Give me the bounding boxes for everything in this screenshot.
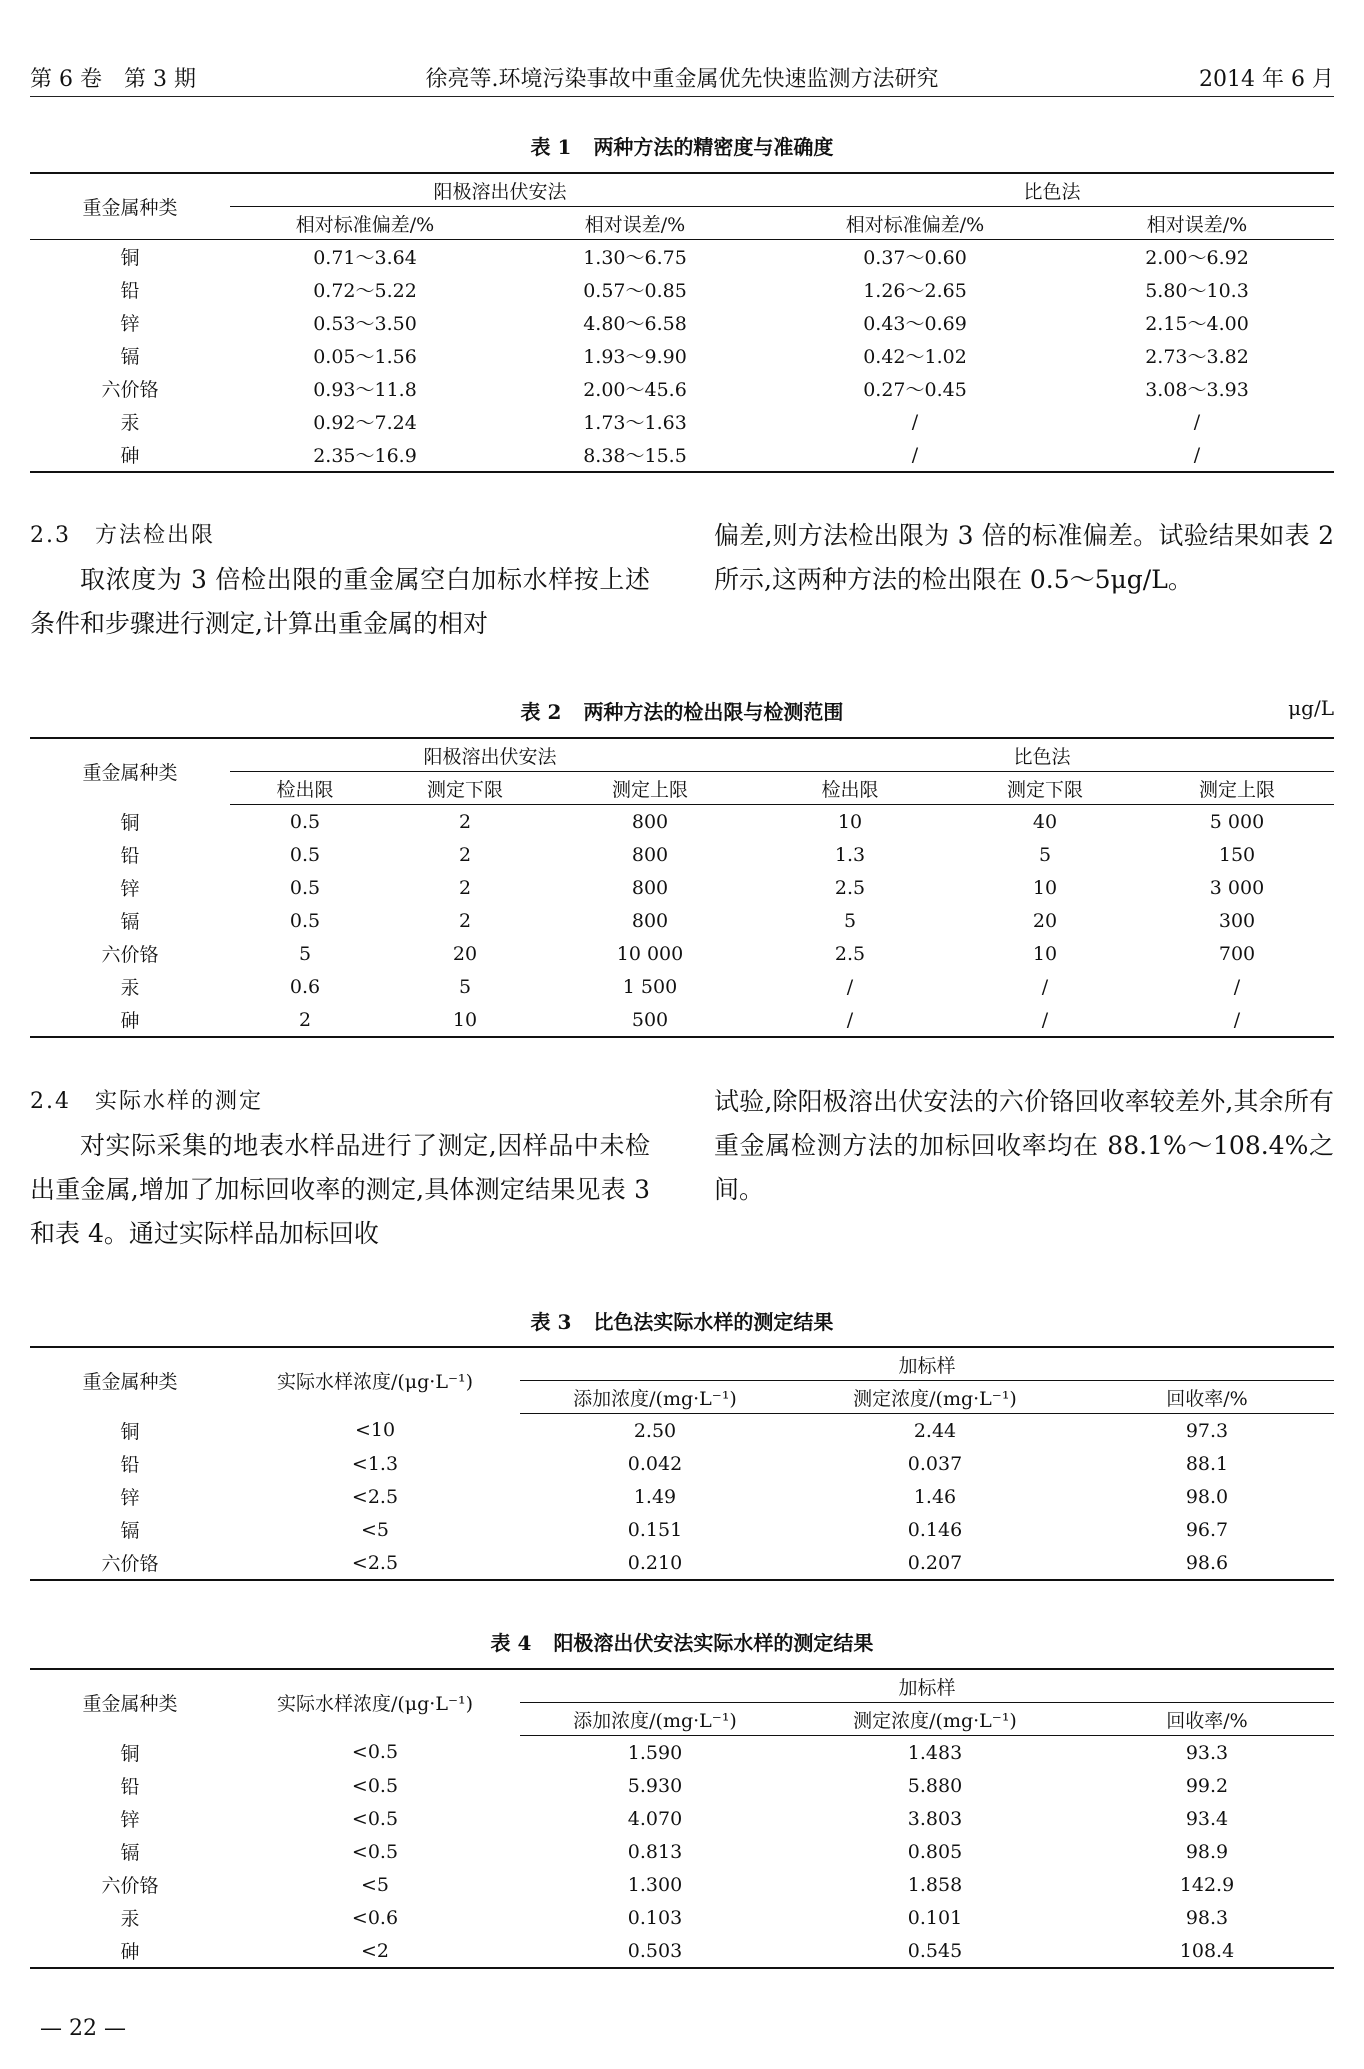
- table2-row: [30, 871, 1334, 904]
- section-2-3-paragraph-left: 取浓度为 3 倍检出限的重金属空白加标水样按上述条件和步骤进行测定,计算出重金属的相对: [30, 565, 650, 638]
- value-cell: <0.5: [351, 1840, 399, 1863]
- section-2-3-left: [30, 514, 650, 646]
- value-cell: 800: [631, 909, 669, 932]
- value-cell: 10: [1032, 942, 1058, 965]
- metal-name-cell: 砷: [120, 1010, 140, 1032]
- value-cell: 0.5: [289, 876, 321, 899]
- volume-issue: 第 6 卷 第 3 期: [30, 67, 196, 92]
- table1-header-group-asv: 阳极溶出伏安法: [230, 173, 770, 207]
- value-cell: <2: [360, 1939, 389, 1962]
- value-cell: 2.5: [834, 942, 866, 965]
- section-2-4-right: [714, 1080, 1334, 1212]
- table3-number: 表 3: [530, 1310, 572, 1334]
- metal-name-cell: 镉: [120, 1520, 140, 1542]
- value-cell: 1.300: [627, 1873, 683, 1896]
- value-cell: <2.5: [351, 1485, 399, 1508]
- value-cell: /: [911, 410, 919, 433]
- value-cell: 0.805: [907, 1840, 963, 1863]
- value-cell: 2.00～6.92: [1145, 247, 1249, 269]
- value-cell: <5: [360, 1873, 389, 1896]
- metal-name-cell: 铅: [120, 1454, 140, 1476]
- page-number: — 22 —: [40, 2016, 126, 2041]
- table1-row: [30, 339, 1334, 372]
- table4-row: [30, 1802, 1334, 1835]
- value-cell: 0.43～0.69: [863, 313, 967, 335]
- table2-subheader: 测定下限: [380, 772, 550, 805]
- value-cell: 1.93～9.90: [583, 346, 687, 368]
- value-cell: 3.803: [907, 1807, 963, 1830]
- table2-header-metal: 重金属种类: [82, 762, 178, 785]
- value-cell: 2: [458, 843, 472, 866]
- table2-row: [30, 904, 1334, 937]
- value-cell: 0.813: [627, 1840, 683, 1863]
- table2-row: [30, 838, 1334, 871]
- metal-name-cell: 砷: [120, 1941, 140, 1963]
- value-cell: 500: [631, 1008, 669, 1031]
- value-cell: 3 000: [1209, 876, 1265, 899]
- table3-header-metal: 重金属种类: [82, 1371, 178, 1394]
- table2-subheader: 测定上限: [1140, 772, 1334, 805]
- value-cell: 88.1: [1185, 1452, 1229, 1475]
- table2-unit: μg/L: [1288, 696, 1334, 720]
- table3-row: [30, 1414, 1334, 1448]
- value-cell: 5: [298, 942, 312, 965]
- value-cell: 96.7: [1185, 1518, 1229, 1541]
- value-cell: 0.101: [907, 1906, 963, 1929]
- publication-date: 2014 年 6 月: [1199, 67, 1334, 92]
- table4-row: [30, 1934, 1334, 1968]
- table1-row: [30, 405, 1334, 438]
- value-cell: 1.30～6.75: [583, 247, 687, 269]
- value-cell: /: [1041, 975, 1049, 998]
- section-2-4-heading: [30, 1080, 650, 1124]
- value-cell: 98.0: [1185, 1485, 1229, 1508]
- table1-header-group-colorimetric: 比色法: [770, 173, 1334, 207]
- table4-row: [30, 1901, 1334, 1934]
- metal-name-cell: 铅: [120, 280, 140, 302]
- value-cell: 2: [458, 876, 472, 899]
- metal-name-cell: 汞: [120, 412, 140, 434]
- metal-name-cell: 锌: [120, 1809, 140, 1831]
- metal-name-cell: 铜: [120, 811, 140, 834]
- table2-subheader: 检出限: [750, 772, 950, 805]
- value-cell: 98.3: [1185, 1906, 1229, 1929]
- value-cell: 800: [631, 843, 669, 866]
- value-cell: 1.590: [627, 1741, 683, 1764]
- table4-subheader: 测定浓度/(mg·L⁻¹): [790, 1703, 1080, 1736]
- value-cell: /: [846, 1008, 854, 1031]
- value-cell: <1.3: [351, 1452, 399, 1475]
- value-cell: <10: [354, 1419, 396, 1442]
- table2-subheader: 检出限: [230, 772, 380, 805]
- value-cell: 0.037: [907, 1452, 963, 1475]
- article-running-title: 徐亮等.环境污染事故中重金属优先快速监测方法研究: [425, 67, 939, 92]
- value-cell: 0.37～0.60: [863, 247, 967, 269]
- table1-row: [30, 273, 1334, 306]
- value-cell: <2.5: [351, 1551, 399, 1574]
- value-cell: 5.880: [907, 1774, 963, 1797]
- value-cell: 0.6: [289, 975, 321, 998]
- value-cell: /: [1233, 1008, 1241, 1031]
- metal-name-cell: 锌: [120, 878, 140, 900]
- table1-title: 两种方法的精密度与准确度: [593, 135, 834, 159]
- value-cell: 0.545: [907, 1939, 963, 1962]
- metal-name-cell: 镉: [120, 911, 140, 933]
- table3-row: [30, 1447, 1334, 1480]
- table1-row: [30, 372, 1334, 405]
- value-cell: 2: [298, 1008, 312, 1031]
- value-cell: 99.2: [1185, 1774, 1229, 1797]
- value-cell: 2.35～16.9: [313, 445, 417, 467]
- table1-number: 表 1: [530, 135, 572, 159]
- section-2-4-paragraph-right: 试验,除阳极溶出伏安法的六价铬回收率较差外,其余所有重金属检测方法的加标回收率均在 88.1%～108.4%之间。: [714, 1087, 1334, 1204]
- value-cell: 97.3: [1185, 1419, 1229, 1442]
- metal-name-cell: 汞: [120, 1908, 140, 1930]
- table1-row: [30, 240, 1334, 274]
- section-2-3-right: [714, 514, 1334, 602]
- table3-subheader: 添加浓度/(mg·L⁻¹): [520, 1381, 790, 1414]
- value-cell: /: [1193, 443, 1201, 466]
- table4-subheader: 添加浓度/(mg·L⁻¹): [520, 1703, 790, 1736]
- value-cell: 98.6: [1185, 1551, 1229, 1574]
- value-cell: 8.38～15.5: [583, 445, 687, 467]
- value-cell: 1.73～1.63: [583, 412, 687, 434]
- table3-subheader: 测定浓度/(mg·L⁻¹): [790, 1381, 1080, 1414]
- value-cell: <0.5: [351, 1774, 399, 1797]
- metal-name-cell: 铅: [120, 1776, 140, 1798]
- value-cell: 0.5: [289, 843, 321, 866]
- table1-subheader: 相对误差/%: [1060, 207, 1334, 240]
- table2-number: 表 2: [520, 700, 562, 724]
- table4-row: [30, 1769, 1334, 1802]
- table3-subheader: 回收率/%: [1080, 1381, 1334, 1414]
- value-cell: 0.27～0.45: [863, 379, 967, 401]
- section-2-3-title: 方法检出限: [95, 523, 216, 548]
- section-2-3-number: 2.3: [30, 523, 71, 548]
- table3-header-concentration: 实际水样浓度/(μg·L⁻¹): [276, 1371, 474, 1394]
- section-2-4-title: 实际水样的测定: [95, 1089, 264, 1114]
- value-cell: 2: [458, 909, 472, 932]
- table4-title: 阳极溶出伏安法实际水样的测定结果: [553, 1631, 874, 1655]
- section-2-4-paragraph-left: 对实际采集的地表水样品进行了测定,因样品中未检出重金属,增加了加标回收率的测定,具体测定结果见表 3 和表 4。通过实际样品加标回收: [30, 1131, 650, 1248]
- value-cell: 20: [1032, 909, 1058, 932]
- value-cell: 98.9: [1185, 1840, 1229, 1863]
- table4-subheader: 回收率/%: [1080, 1703, 1334, 1736]
- metal-name-cell: 镉: [120, 1842, 140, 1864]
- table3-header-spiked: 加标样: [520, 1347, 1334, 1381]
- value-cell: 1 500: [622, 975, 678, 998]
- table1-row: [30, 306, 1334, 339]
- value-cell: 1.483: [907, 1741, 963, 1764]
- running-head: [30, 62, 1334, 97]
- value-cell: 3.08～3.93: [1145, 379, 1249, 401]
- value-cell: 300: [1218, 909, 1256, 932]
- value-cell: 5: [1038, 843, 1052, 866]
- value-cell: 5: [843, 909, 857, 932]
- value-cell: 0.151: [627, 1518, 683, 1541]
- value-cell: 1.3: [834, 843, 866, 866]
- value-cell: /: [911, 443, 919, 466]
- value-cell: 1.26～2.65: [863, 280, 967, 302]
- value-cell: 0.5: [289, 810, 321, 833]
- value-cell: 2.44: [913, 1419, 957, 1442]
- value-cell: 10 000: [616, 942, 684, 965]
- value-cell: 800: [631, 876, 669, 899]
- value-cell: 0.72～5.22: [313, 280, 417, 302]
- value-cell: 0.210: [627, 1551, 683, 1574]
- value-cell: 5.80～10.3: [1145, 280, 1249, 302]
- value-cell: 93.4: [1185, 1807, 1229, 1830]
- metal-name-cell: 锌: [120, 313, 140, 335]
- value-cell: /: [1233, 975, 1241, 998]
- table2-caption: [30, 696, 1334, 725]
- metal-name-cell: 六价铬: [101, 1875, 159, 1897]
- value-cell: 0.42～1.02: [863, 346, 967, 368]
- value-cell: 4.070: [627, 1807, 683, 1830]
- table2-row: [30, 1003, 1334, 1037]
- table2-header-group-asv: 阳极溶出伏安法: [230, 738, 750, 772]
- metal-name-cell: 铜: [120, 1742, 140, 1765]
- table2-subheader: 测定下限: [950, 772, 1140, 805]
- value-cell: 2.73～3.82: [1145, 346, 1249, 368]
- table2-row: [30, 970, 1334, 1003]
- value-cell: 1.46: [913, 1485, 957, 1508]
- value-cell: 108.4: [1179, 1939, 1235, 1962]
- table4: [30, 1668, 1334, 1969]
- value-cell: 10: [837, 810, 863, 833]
- metal-name-cell: 六价铬: [101, 379, 159, 401]
- table2: [30, 737, 1334, 1038]
- table2-title: 两种方法的检出限与检测范围: [583, 700, 844, 724]
- value-cell: 20: [452, 942, 478, 965]
- table3: [30, 1346, 1334, 1581]
- table1-subheader: 相对标准偏差/%: [770, 207, 1060, 240]
- table3-caption: [30, 1306, 1334, 1335]
- table3-row: [30, 1513, 1334, 1546]
- value-cell: /: [1041, 1008, 1049, 1031]
- value-cell: 150: [1218, 843, 1256, 866]
- value-cell: 4.80～6.58: [583, 313, 687, 335]
- table1-subheader: 相对标准偏差/%: [230, 207, 500, 240]
- value-cell: 0.207: [907, 1551, 963, 1574]
- metal-name-cell: 铜: [120, 247, 140, 269]
- table3-row: [30, 1546, 1334, 1580]
- value-cell: 0.103: [627, 1906, 683, 1929]
- value-cell: <5: [360, 1518, 389, 1541]
- section-2-4-left: [30, 1080, 650, 1256]
- value-cell: 1.858: [907, 1873, 963, 1896]
- value-cell: 0.042: [627, 1452, 683, 1475]
- table4-row: [30, 1835, 1334, 1868]
- table2-subheader: 测定上限: [550, 772, 750, 805]
- value-cell: /: [846, 975, 854, 998]
- value-cell: 800: [631, 810, 669, 833]
- table1-header-metal: 重金属种类: [82, 197, 178, 219]
- metal-name-cell: 汞: [120, 977, 140, 999]
- metal-name-cell: 六价铬: [101, 944, 159, 966]
- table1: [30, 172, 1334, 473]
- value-cell: 10: [1032, 876, 1058, 899]
- table4-row: [30, 1868, 1334, 1901]
- value-cell: <0.5: [351, 1807, 399, 1830]
- value-cell: /: [1193, 410, 1201, 433]
- table4-caption: [30, 1627, 1334, 1656]
- value-cell: 0.93～11.8: [313, 379, 417, 401]
- section-2-3-heading: [30, 514, 650, 558]
- value-cell: <0.6: [351, 1906, 399, 1929]
- table4-number: 表 4: [490, 1631, 532, 1655]
- metal-name-cell: 砷: [120, 445, 140, 467]
- table3-title: 比色法实际水样的测定结果: [593, 1310, 834, 1334]
- value-cell: 2.00～45.6: [583, 379, 687, 401]
- table2-row: [30, 937, 1334, 970]
- value-cell: 0.53～3.50: [313, 313, 417, 335]
- value-cell: 93.3: [1185, 1741, 1229, 1764]
- table4-header-concentration: 实际水样浓度/(μg·L⁻¹): [276, 1693, 474, 1716]
- value-cell: 5.930: [627, 1774, 683, 1797]
- table2-header-group-colorimetric: 比色法: [750, 738, 1334, 772]
- value-cell: 0.05～1.56: [313, 346, 417, 368]
- value-cell: 2.50: [633, 1419, 677, 1442]
- table4-header-metal: 重金属种类: [82, 1693, 178, 1716]
- value-cell: 5: [458, 975, 472, 998]
- section-2-4-number: 2.4: [30, 1089, 71, 1114]
- metal-name-cell: 六价铬: [101, 1553, 159, 1575]
- value-cell: 700: [1218, 942, 1256, 965]
- value-cell: <0.5: [351, 1741, 399, 1764]
- table1-subheader: 相对误差/%: [500, 207, 770, 240]
- value-cell: 0.503: [627, 1939, 683, 1962]
- value-cell: 0.5: [289, 909, 321, 932]
- value-cell: 40: [1032, 810, 1058, 833]
- metal-name-cell: 铅: [120, 845, 140, 867]
- value-cell: 5 000: [1209, 810, 1265, 833]
- value-cell: 142.9: [1179, 1873, 1235, 1896]
- value-cell: 0.146: [907, 1518, 963, 1541]
- table1-row: [30, 438, 1334, 472]
- metal-name-cell: 镉: [120, 346, 140, 368]
- value-cell: 2.5: [834, 876, 866, 899]
- metal-name-cell: 锌: [120, 1487, 140, 1509]
- value-cell: 0.92～7.24: [313, 412, 417, 434]
- value-cell: 2.15～4.00: [1145, 313, 1249, 335]
- metal-name-cell: 铜: [120, 1420, 140, 1443]
- value-cell: 0.57～0.85: [583, 280, 687, 302]
- value-cell: 0.71～3.64: [313, 247, 417, 269]
- value-cell: 1.49: [633, 1485, 677, 1508]
- table4-header-spiked: 加标样: [520, 1669, 1334, 1703]
- value-cell: 10: [452, 1008, 478, 1031]
- table2-row: [30, 805, 1334, 839]
- table1-caption: [30, 131, 1334, 160]
- table4-row: [30, 1736, 1334, 1770]
- value-cell: 2: [458, 810, 472, 833]
- section-2-3-paragraph-right: 偏差,则方法检出限为 3 倍的标准偏差。试验结果如表 2 所示,这两种方法的检出限在 0.5～5μg/L。: [714, 521, 1334, 594]
- table3-row: [30, 1480, 1334, 1513]
